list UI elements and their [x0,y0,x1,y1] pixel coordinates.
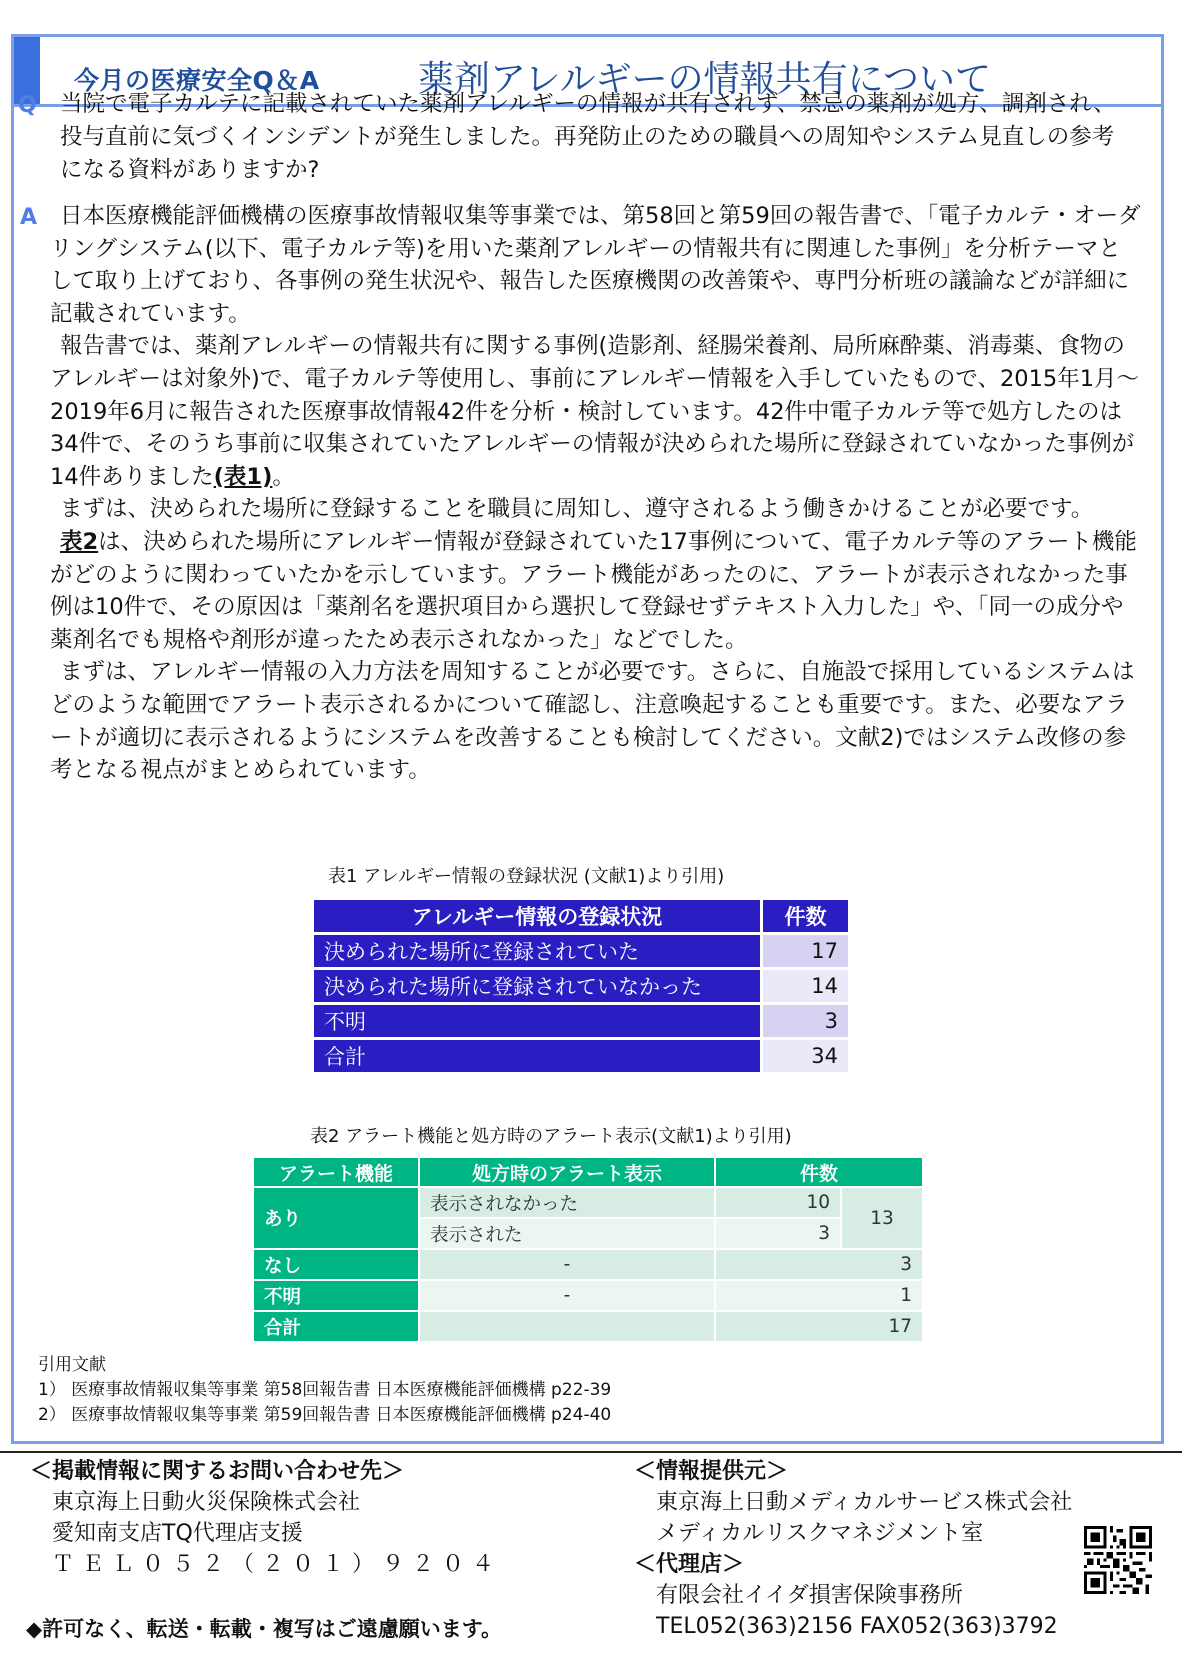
table-cell-count: 17 [760,935,848,967]
provider-dept: メディカルリスクマネジメント室 [656,1521,984,1546]
table-cell-label: 決められた場所に登録されていた [314,935,760,967]
table-row [253,1311,923,1342]
table-cell-count: 10 [715,1187,841,1218]
table-row [314,935,848,967]
table-cell-alert: あり [253,1187,419,1249]
table2-reference-link[interactable]: 表2 [60,528,99,555]
provider-heading: ＜情報提供元＞ [634,1459,789,1484]
table-cell-subtotal: 13 [841,1187,923,1249]
answer-paragraph-3 [50,493,1142,526]
table-cell-count: 3 [715,1218,841,1249]
answer-p3-text: まずは、決められた場所に登録することを職員に周知し、遵守されるよう働きかけることが必要です。 [60,496,1094,523]
answer-p4-text: は、決められた場所にアレルギー情報が登録されていた17事例について、電子カルテ等のアラート機能がどのように関わっていたかを示しています。アラート機能があったのに、アラートが表示されなかった事例は10件で、その原因は「薬剤名を選択項目から選択して登録せずテキスト入力した」や、「同一の成分や薬剤名でも規格や剤形が違ったため表示されなかった」などでした。 [50,528,1137,653]
table-header-cell: 処方時のアラート表示 [419,1157,715,1187]
table-header-row [314,900,848,932]
table-cell-label: 合計 [314,1040,760,1072]
table-cell-alert: 合計 [253,1311,419,1342]
table-cell-alert: 不明 [253,1280,419,1311]
table-header-cell: アラート機能 [253,1157,419,1187]
table-header-cell: アレルギー情報の登録状況 [314,900,760,932]
answer-paragraph-4 [50,526,1142,656]
copy-notice: ◆許可なく、転送・転載・複写はご遠慮願います。 [26,1617,503,1641]
agency-name: 有限会社イイダ損害保険事務所 [656,1583,963,1608]
provider-info [634,1456,1072,1642]
answer-body [50,200,1142,787]
contact-tel: ＴＥＬ０５２（２０１）９２０４ [52,1552,503,1577]
answer-p2-text: 報告書では、薬剤アレルギーの情報共有に関する事例(造影剤、経腸栄養剤、局所麻酔薬、消毒薬、食物のアレルギーは対象外)で、電子カルテ等使用し、事前にアレルギー情報を入手していたもので、2015年1月～2019年6月に報告された医療事故情報42件を分析・検討しています。42件中電子カルテ等で処方したのは34件で、そのうち事前に収集されていたアレルギーの情報が決められた場所に登録されていなかった事例が14件ありました [50,333,1140,490]
table2-caption: 表2 アラート機能と処方時のアラート表示(文献1)より引用) [310,1126,792,1147]
qr-code-icon[interactable] [1084,1526,1152,1594]
answer-paragraph-1 [50,200,1142,330]
table-cell-display: 表示されなかった [419,1187,715,1218]
contact-company: 東京海上日動火災保険株式会社 [52,1490,361,1515]
table-row [253,1187,923,1218]
answer-paragraph-2 [50,330,1142,493]
table-cell-label: 不明 [314,1005,760,1037]
references-heading: 引用文献 [38,1355,106,1375]
table-header-row [253,1157,923,1187]
reference-item: 2） 医療事故情報収集等事業 第59回報告書 日本医療機能評価機構 p24-40 [38,1405,612,1425]
answer-p1-text: 日本医療機能評価機構の医療事故情報収集等事業では、第58回と第59回の報告書で、「電子カルテ・オーダリングシステム(以下、電子カルテ等)を用いた薬剤アレルギーの情報共有に関連した事例」を分析テーマとして取り上げており、各事例の発生状況や、報告した医療機関の改善策や、専門分析班の議論などが詳細に記載されています。 [50,203,1141,327]
page-title: 薬剤アレルギーの情報共有について [418,59,991,100]
table-cell-label: 決められた場所に登録されていなかった [314,970,760,1002]
answer-mark: A [20,205,38,230]
table-cell-alert: なし [253,1249,419,1280]
contact-heading: ＜掲載情報に関するお問い合わせ先＞ [30,1459,405,1484]
table-row [253,1249,923,1280]
alert-function-table [252,1156,924,1343]
reference-item: 1） 医療事故情報収集等事業 第58回報告書 日本医療機能評価機構 p22-39 [38,1380,612,1400]
table-row [314,970,848,1002]
footer-divider [0,1451,1182,1453]
table-row [314,1005,848,1037]
table-cell-display [419,1311,715,1342]
answer-paragraph-5 [50,656,1142,786]
table-cell-display: - [419,1249,715,1280]
table-cell-display: - [419,1280,715,1311]
provider-company: 東京海上日動メディカルサービス株式会社 [656,1490,1073,1515]
table-header-cell: 件数 [760,900,848,932]
table-cell-count: 17 [715,1311,923,1342]
table-header-cell: 件数 [715,1157,923,1187]
table-cell-count: 34 [760,1040,848,1072]
table-cell-count: 14 [760,970,848,1002]
allergy-registration-table [314,897,848,1075]
agency-contact: TEL052(363)2156 FAX052(363)3792 [656,1614,1058,1639]
agency-heading: ＜代理店＞ [634,1552,745,1577]
table-cell-display: 表示された [419,1218,715,1249]
contact-info [30,1456,502,1580]
table1-reference-link[interactable]: (表1) [213,463,273,490]
contact-branch: 愛知南支店TQ代理店支援 [52,1521,303,1546]
table1-caption: 表1 アレルギー情報の登録状況 (文献1)より引用) [328,866,725,887]
header-label: 今月の医療安全Q＆A [74,66,320,95]
table-cell-count: 3 [760,1005,848,1037]
answer-p2-end: 。 [272,463,295,490]
table-row [253,1280,923,1311]
table-cell-count: 3 [715,1249,923,1280]
table-row [314,1040,848,1072]
table-cell-count: 1 [715,1280,923,1311]
question-mark: Q [18,93,37,118]
answer-p5-text: まずは、アレルギー情報の入力方法を周知することが必要です。さらに、自施設で採用しているシステムはどのような範囲でアラート表示されるかについて確認し、注意喚起することも重要です。また、必要なアラートが適切に表示されるようにシステムを改善することも検討してください。文献2)ではシステム改修の参考となる視点がまとめられています。 [50,659,1135,784]
references [38,1353,611,1428]
question-text: 当院で電子カルテに記載されていた薬剤アレルギーの情報が共有されず、禁忌の薬剤が処方、調剤され、投与直前に気づくインシデントが発生しました。再発防止のための職員への周知やシステム見直しの参考になる資料がありますか? [60,91,1116,183]
